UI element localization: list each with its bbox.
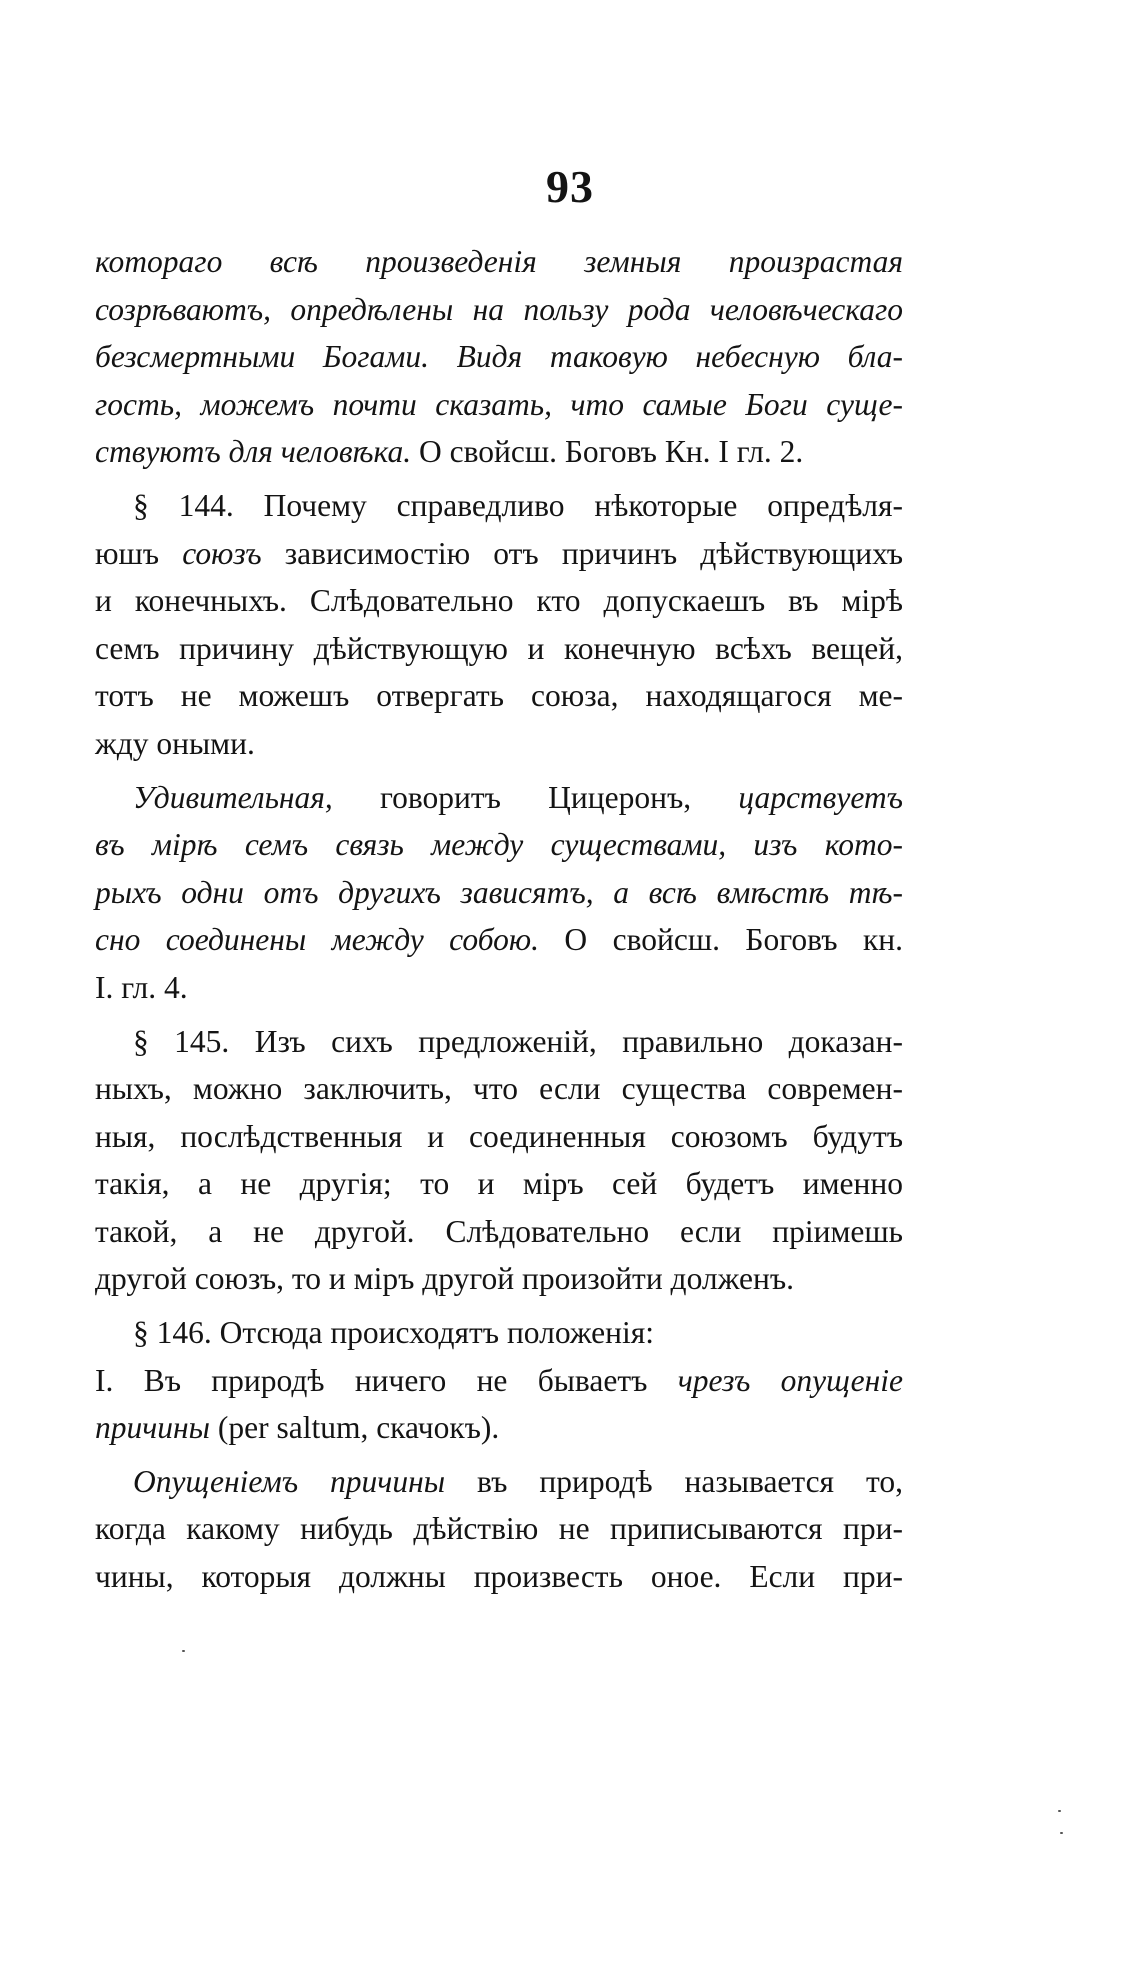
roman-text: ныя, послѣдственныя и соединенныя союзомъ будутъ bbox=[95, 1118, 903, 1154]
roman-text: жду оными. bbox=[95, 725, 255, 761]
text-line bbox=[95, 1404, 903, 1452]
roman-text: такой, а не другой. Слѣдовательно если пріимешь bbox=[95, 1213, 903, 1249]
italic-text: въ мірѣ семъ связь между существами, изъ кото- bbox=[95, 827, 903, 863]
roman-text: (per saltum, скачокъ). bbox=[210, 1410, 500, 1446]
text-line bbox=[95, 530, 903, 578]
text-line bbox=[95, 1065, 903, 1113]
text-line bbox=[95, 238, 903, 286]
italic-text: причины bbox=[95, 1410, 210, 1446]
italic-text: рыхъ одни отъ другихъ зависятъ, а всѣ вмѣстѣ тѣ- bbox=[95, 874, 903, 910]
roman-text: семъ причину дѣйствующую и конечную всѣхъ вещей, bbox=[95, 630, 903, 666]
text-line bbox=[95, 1458, 903, 1506]
speck-mark bbox=[1058, 1810, 1061, 1812]
roman-text: ныхъ, можно заключить, что если существа современ- bbox=[95, 1071, 903, 1107]
italic-text: созрѣваютъ, опредѣлены на пользу рода человѣческаго bbox=[95, 291, 903, 327]
roman-text: О свойсш. Боговъ Кн. I гл. 2. bbox=[411, 434, 804, 470]
italic-text: котораго всѣ произведенія земныя произрастая bbox=[95, 244, 903, 279]
text-line bbox=[95, 1309, 903, 1357]
roman-text: зависимостію отъ причинъ дѣйствующихъ bbox=[261, 535, 904, 571]
speck-mark bbox=[1060, 1832, 1063, 1834]
roman-text: и конечныхъ. Слѣдовательно кто допускаешъ въ мірѣ bbox=[95, 583, 903, 619]
text-line bbox=[95, 1357, 903, 1405]
roman-text: I. Въ природѣ ничего не бываетъ bbox=[95, 1362, 678, 1398]
roman-text: такія, а не другія; то и міръ сей будетъ именно bbox=[95, 1166, 903, 1202]
text-line bbox=[95, 821, 903, 869]
text-line bbox=[95, 625, 903, 673]
text-line bbox=[95, 577, 903, 625]
text-line bbox=[95, 286, 903, 334]
italic-text: союзъ bbox=[182, 535, 262, 571]
italic-text: чрезъ опущеніе bbox=[677, 1362, 904, 1398]
text-line bbox=[95, 1208, 903, 1256]
text-line bbox=[95, 1255, 903, 1303]
text-line bbox=[95, 428, 903, 476]
roman-text: въ природѣ называется то, bbox=[445, 1463, 903, 1499]
text-line bbox=[95, 964, 903, 1012]
body-text bbox=[95, 238, 903, 1601]
roman-text: говоритъ Цицеронъ, bbox=[332, 779, 739, 815]
text-line bbox=[95, 1018, 903, 1066]
text-line bbox=[95, 333, 903, 381]
roman-text: другой союзъ, то и міръ другой произойти долженъ. bbox=[95, 1261, 794, 1297]
page-number: 93 bbox=[546, 161, 594, 212]
text-line bbox=[95, 916, 903, 964]
text-line bbox=[95, 720, 903, 768]
italic-text: Опущеніемъ причины bbox=[133, 1463, 446, 1499]
roman-text: юшъ bbox=[95, 535, 183, 571]
italic-text: ствуютъ для человѣка. bbox=[95, 434, 412, 470]
text-line bbox=[95, 1160, 903, 1208]
text-line bbox=[95, 1553, 903, 1601]
roman-text: I. гл. 4. bbox=[95, 969, 188, 1005]
speck-mark bbox=[182, 1650, 185, 1652]
italic-text: сно соединены между собою. bbox=[95, 922, 539, 958]
roman-text: тотъ не можешъ отвергать союза, находящагося ме- bbox=[95, 678, 903, 714]
italic-text: царствуетъ bbox=[738, 779, 903, 815]
roman-text: О свойсш. Боговъ кн. bbox=[538, 922, 903, 958]
roman-text: когда какому нибудь дѣйствію не приписываются при- bbox=[95, 1511, 903, 1547]
italic-text: безсмертными Богами. Видя таковую небесную бла- bbox=[95, 339, 903, 375]
italic-text: Удивительная, bbox=[133, 779, 333, 815]
text-line bbox=[95, 381, 903, 429]
text-line bbox=[95, 869, 903, 917]
roman-text: § 144. Почему справедливо нѣкоторые опредѣля- bbox=[133, 487, 903, 523]
roman-text: чины, которыя должны произвесть оное. Если при- bbox=[95, 1559, 903, 1595]
text-line bbox=[95, 672, 903, 720]
text-line bbox=[95, 482, 903, 530]
text-line bbox=[95, 774, 903, 822]
italic-text: гость, можемъ почти сказать, что самые Боги суще- bbox=[95, 386, 903, 422]
roman-text: § 146. Отсюда происходятъ положенія: bbox=[133, 1315, 654, 1351]
roman-text: § 145. Изъ сихъ предложеній, правильно доказан- bbox=[133, 1023, 903, 1059]
text-line bbox=[95, 1113, 903, 1161]
text-line bbox=[95, 1505, 903, 1553]
